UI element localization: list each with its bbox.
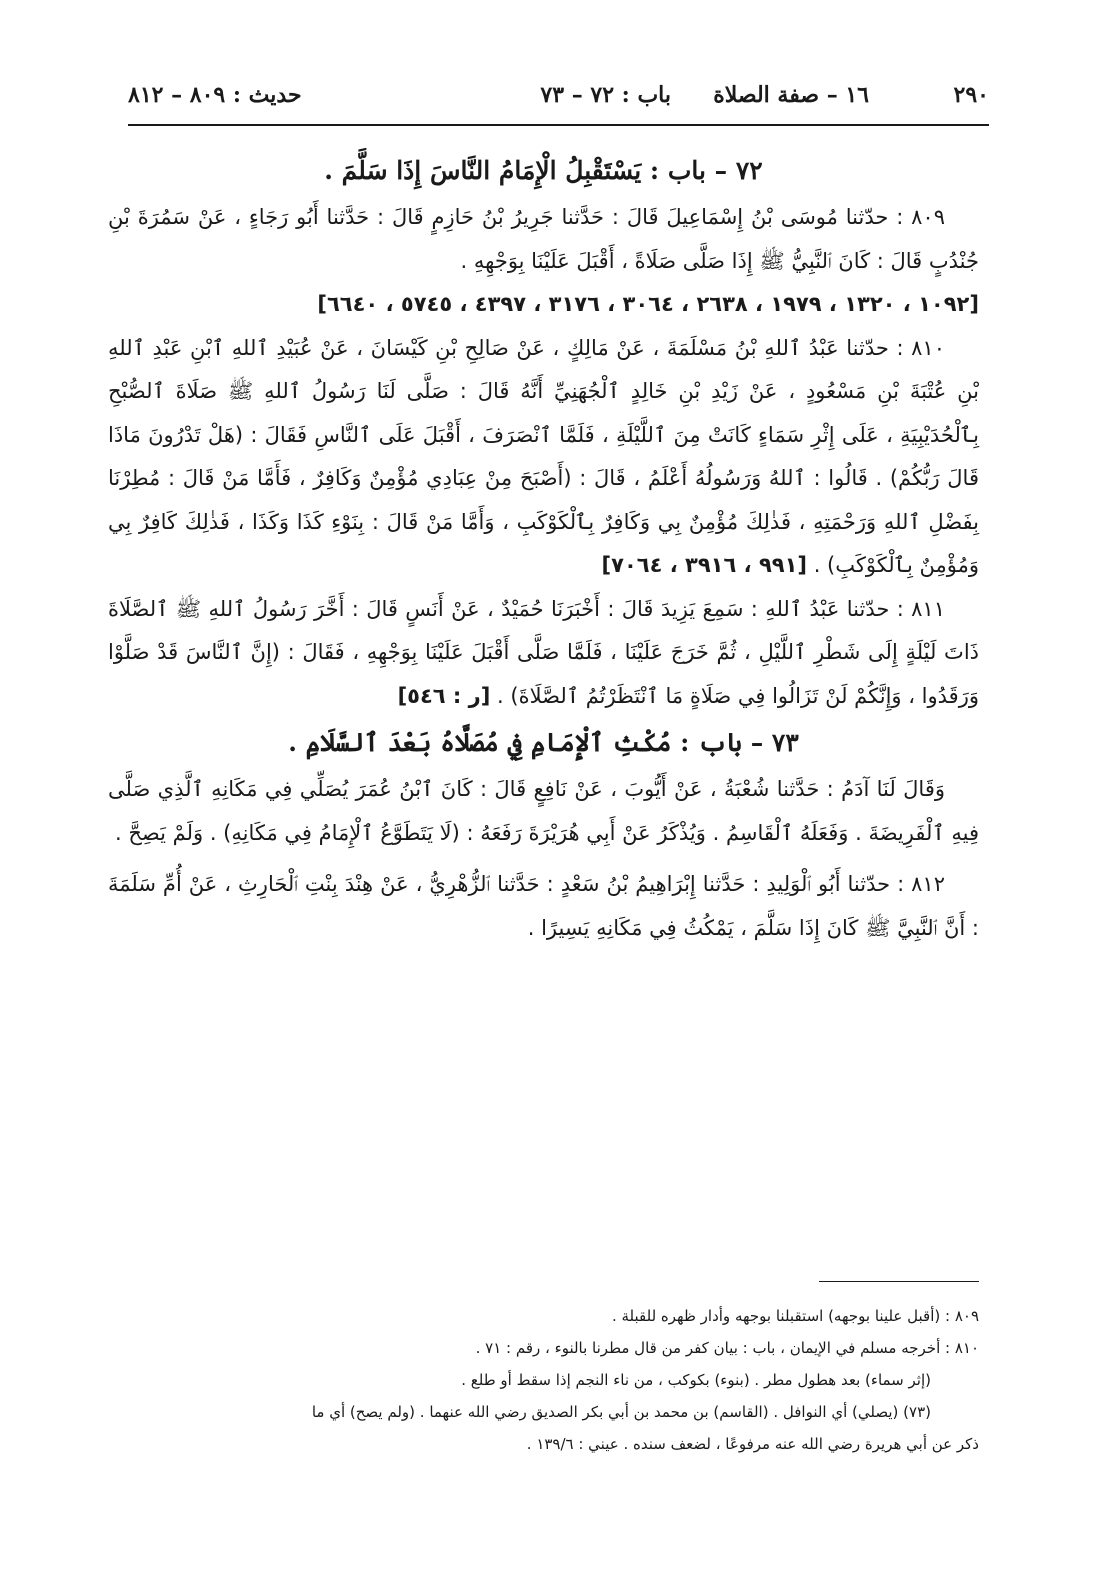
footnote-73-line-2: ذكر عن أبي هريرة رضي الله عنه مرفوعًا ، لضعف سنده . عيني : ١٣٩/٦ .: [526, 1435, 979, 1453]
main-text: [108, 146, 979, 950]
hadith-range: حديث : ٨٠٩ – ٨١٢: [128, 82, 302, 108]
running-header: [128, 78, 989, 118]
chapter-range: باب : ٧٢ – ٧٣: [540, 82, 671, 108]
hadith-811-text: ٨١١ : حدّثنا عَبْدُ ٱللهِ : سَمِعَ يَزِيدَ قَالَ : أَخْبَرَنَا حُمَيْدٌ ، عَنْ أَنَسٍ قَالَ : أَخَّرَ رَسُولُ ٱللهِ ﷺ ٱلصَّلَاةَ ذَاتَ لَيْلَةٍ إِلَى شَطْرِ ٱللَّيْلِ ، ثُمَّ خَرَجَ عَلَيْنَا ، فَلَمَّا صَلَّى أَقْبَلَ عَلَيْنَا بِوَجْهِهِ ، فَقَالَ : (إِنَّ ٱلنَّاسَ قَدْ صَلَّوْا وَرَقَدُوا ، وَإِنَّكُمْ لَنْ تَزَالُوا فِي صَلَاةٍ مَا ٱنْتَظَرْتُمُ ٱلصَّلَاةَ) .: [108, 596, 979, 708]
footnote-810-glosses: (إثر سماء) بعد هطول مطر . (بنوء) بكوكب ، من ناء النجم إذا سقط أو طلع .: [461, 1371, 931, 1389]
chapter-72-title: ٧٢ – باب : يَسْتَقْبِلُ الْإِمَامُ النَّاسَ إِذَا سَلَّمَ .: [324, 156, 763, 185]
hadith-810-refs: [٩٩١ ، ٣٩١٦ ، ٧٠٦٤]: [601, 553, 807, 577]
book-title: ١٦ – صفة الصلاة: [713, 82, 869, 108]
footnote-809: ٨٠٩ : (أقبل علينا بوجهه) استقبلنا بوجهه وأدار ظهره للقبلة .: [611, 1307, 979, 1325]
chapter-73-title: ٧٣ – باب : مُكْثِ ٱلْإِمَامِ فِي مُصَلَّاهُ بَعْدَ ٱلسَّلَامِ .: [288, 728, 799, 757]
hadith-810: [108, 327, 979, 588]
hadith-809: ٨٠٩ : حدّثنا مُوسَى بْنُ إِسْمَاعِيلَ قَالَ : حَدَّثنا جَرِيرُ بْنُ حَازِمٍ قَالَ : حَدَّثنا أَبُو رَجَاءٍ ، عَنْ سَمُرَةَ بْنِ جُنْدُبٍ قَالَ : كَانَ ٱلنَّبِيُّ ﷺ إِذَا صَلَّى صَلَاةً ، أَقْبَلَ عَلَيْنَا بِوَجْهِهِ .: [108, 205, 979, 273]
chapter-73-intro: وَقَالَ لَنَا آدَمُ : حَدَّثنا شُعْبَةُ ، عَنْ أَيُّوبَ ، عَنْ نَافِعٍ قَالَ : كَانَ ٱبْنُ عُمَرَ يُصَلِّي فِي مَكَانِهِ ٱلَّذِي صَلَّى فِيهِ ٱلْفَرِيضَةَ . وَفَعَلَهُ ٱلْقَاسِمُ . وَيُذْكَرُ عَنْ أَبِي هُرَيْرَةَ رَفَعَهُ : (لَا يَتَطَوَّعُ ٱلْإِمَامُ فِي مَكَانِهِ) . وَلَمْ يَصِحَّ .: [108, 777, 979, 845]
paragraph-gap: [108, 855, 979, 863]
hadith-811-refs: [ر : ٥٤٦]: [397, 683, 491, 708]
hadith-809-refs: [١٠٩٢ ، ١٣٢٠ ، ١٩٧٩ ، ٢٦٣٨ ، ٣٠٦٤ ، ٣١٧٦ ، ٤٣٩٧ ، ٥٧٤٥ ، ٦٦٤٠]: [317, 292, 979, 316]
footnote-73-line-1: (٧٣) (يصلي) أي النوافل . (القاسم) بن محمد بن أبي بكر الصديق رضي الله عنهما . (ولم يصح) أي ما: [311, 1403, 931, 1421]
hadith-810-text: ٨١٠ : حدّثنا عَبْدُ ٱللهِ بْنُ مَسْلَمَةَ ، عَنْ مَالِكٍ ، عَنْ صَالِحِ بْنِ كَيْسَانَ ، عَنْ عُبَيْدِ ٱللهِ ٱبْنِ عَبْدِ ٱللهِ بْنِ عُتْبَةَ بْنِ مَسْعُودٍ ، عَنْ زَيْدِ بْنِ خَالِدٍ ٱلْجُهَنِيِّ أَنَّهُ قَالَ : صَلَّى لَنَا رَسُولُ ٱللهِ ﷺ صَلَاةَ ٱلصُّبْحِ بِٱلْحُدَيْبِيَةِ ، عَلَى إِثْرِ سَمَاءٍ كَانَتْ مِنَ ٱللَّيْلَةِ ، فَلَمَّا ٱنْصَرَفَ ، أَقْبَلَ عَلَى ٱلنَّاسِ فَقَالَ : (هَلْ تَدْرُونَ مَاذَا قَالَ رَبُّكُمْ) . قَالُوا : ٱللهُ وَرَسُولُهُ أَعْلَمُ ، قَالَ : (أَصْبَحَ مِنْ عِبَادِي مُؤْمِنٌ وَكَافِرٌ ، فَأَمَّا مَنْ قَالَ : مُطِرْنَا بِفَضْلِ ٱللهِ وَرَحْمَتِهِ ، فَذٰلِكَ مُؤْمِنٌ بِي وَكَافِرٌ بِٱلْكَوْكَبِ ، وَأَمَّا مَنْ قَالَ : بِنَوْءِ كَذَا وَكَذَا ، فَذٰلِكَ كَافِرٌ بِي وَمُؤْمِنٌ بِٱلْكَوْكَبِ) .: [108, 335, 979, 577]
footnote-810: ٨١٠ : أخرجه مسلم في الإيمان ، باب : بيان كفر من قال مطرنا بالنوء ، رقم : ٧١ .: [475, 1339, 979, 1357]
footnotes: [128, 1300, 979, 1460]
hadith-811: [108, 588, 979, 719]
hadith-812: ٨١٢ : حدّثنا أَبُو ٱلْوَلِيدِ : حَدَّثنا إِبْرَاهِيمُ بْنُ سَعْدٍ : حَدَّثنا ٱلزُّهْرِيُّ ، عَنْ هِنْدَ بِنْتِ ٱلْحَارِثِ ، عَنْ أُمِّ سَلَمَةَ : أَنَّ ٱلنَّبِيَّ ﷺ كَانَ إِذَا سَلَّمَ ، يَمْكُثُ فِي مَكَانِهِ يَسِيرًا .: [108, 872, 979, 940]
header-divider: [128, 124, 989, 126]
page-number: ٢٩٠: [953, 82, 989, 108]
footnote-divider: [819, 1281, 979, 1282]
